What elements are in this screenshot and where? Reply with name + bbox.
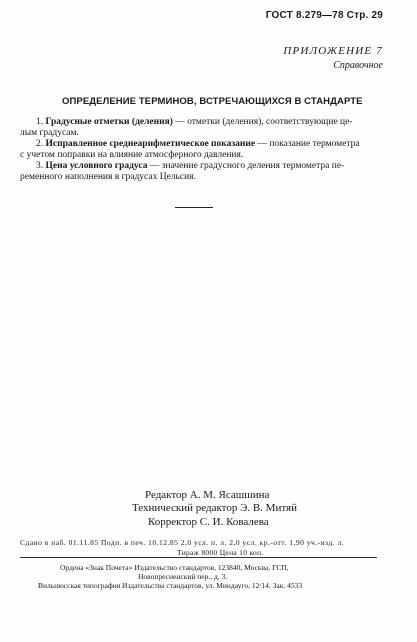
definition-1	[20, 117, 375, 139]
definition-3	[20, 161, 375, 183]
definition-1-line-2: лым градусам.	[20, 128, 79, 138]
imprint-rule	[20, 557, 377, 558]
definition-1-term: Градусные отметки (деления)	[45, 117, 173, 127]
definition-3-text: — значение градусного деления термометра пе-	[147, 161, 345, 171]
definition-2-term: Исправленное среднеарифметическое показание	[45, 139, 256, 149]
printer-line: Вильнюсская типография Издательства стандартов, ул. Миндауго, 12/14. Зак. 4533	[38, 581, 303, 590]
appendix-title: ПРИЛОЖЕНИЕ 7	[283, 45, 383, 57]
print-info-line-1: Сдано в наб. 01.11.85 Подп. в печ. 10.12.85 2,0 усл. п. л. 2,0 усл. кр.-отт. 1,90 уч.-изд. л.	[20, 538, 345, 547]
credit-tech-editor: Технический редактор Э. В. Митяй	[132, 502, 297, 514]
definition-3-line-1	[20, 161, 375, 172]
credit-editor: Редактор А. М. Ясашшина	[145, 489, 270, 501]
definition-2-text: — показание термометра	[255, 139, 360, 149]
definition-2-line-1	[20, 139, 375, 150]
appendix-subtitle: Справочное	[333, 60, 383, 71]
definition-2	[20, 139, 375, 161]
page-header: ГОСТ 8.279—78 Стр. 29	[265, 10, 383, 21]
definition-3-line-2: ременного наполнения в градусах Цельсия.	[20, 172, 196, 182]
definition-2-number: 2.	[36, 139, 44, 149]
section-divider	[175, 207, 213, 208]
section-title: ОПРЕДЕЛЕНИЕ ТЕРМИНОВ, ВСТРЕЧАЮЩИХСЯ В СТАНДАРТЕ	[62, 96, 363, 107]
definition-1-line-1	[20, 117, 375, 128]
definition-1-number: 1.	[36, 117, 44, 127]
definition-1-text: — отметки (деления), соответствующие це-	[172, 117, 353, 127]
print-info-line-2: Тираж 8000 Цена 10 коп.	[177, 548, 264, 557]
definition-3-term: Цена условного градуса	[45, 161, 148, 171]
publisher-line-1: Ордена «Знак Почета» Издательство стандартов, 123840, Москва, ГСП,	[60, 563, 289, 572]
definition-3-number: 3.	[36, 161, 44, 171]
credit-corrector: Корректор С. И. Ковалева	[148, 516, 269, 528]
publisher-line-2: Новопресненский пер., д. 3.	[138, 572, 228, 581]
definition-2-line-2: с учетом поправки на влияние атмосферного давления.	[20, 150, 244, 160]
